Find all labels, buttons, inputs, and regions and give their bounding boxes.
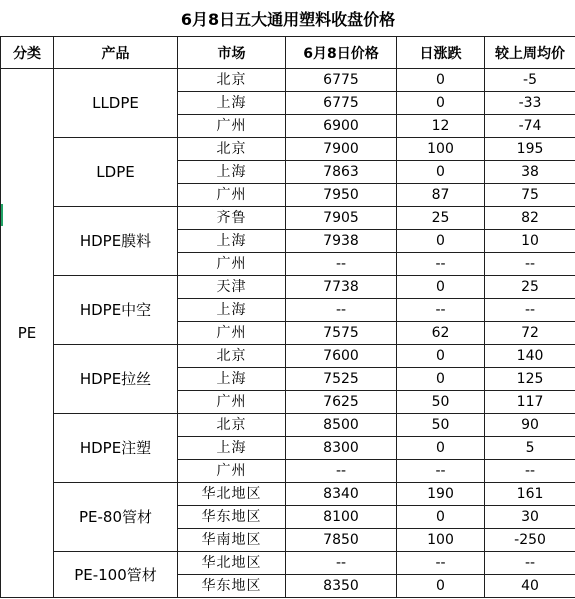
product-cell[interactable]: PE-100管材 (54, 552, 178, 598)
change-cell[interactable]: 0 (397, 92, 485, 115)
product-cell[interactable]: HDPE拉丝 (54, 345, 178, 414)
change-cell[interactable]: 0 (397, 276, 485, 299)
change-cell[interactable]: 0 (397, 575, 485, 598)
price-cell[interactable]: -- (286, 253, 397, 276)
vs-week-cell[interactable]: 75 (485, 184, 575, 207)
vs-week-cell[interactable]: -250 (485, 529, 575, 552)
title-row (1, 0, 575, 37)
change-cell[interactable]: 0 (397, 230, 485, 253)
header-vs-last-week[interactable]: 较上周均价 (485, 37, 575, 69)
price-cell[interactable]: 7900 (286, 138, 397, 161)
vs-week-cell[interactable]: 72 (485, 322, 575, 345)
market-cell[interactable]: 上海 (178, 161, 286, 184)
price-cell[interactable]: -- (286, 460, 397, 483)
price-cell[interactable]: 7525 (286, 368, 397, 391)
market-cell[interactable]: 北京 (178, 345, 286, 368)
vs-week-cell[interactable]: 25 (485, 276, 575, 299)
vs-week-cell[interactable]: 161 (485, 483, 575, 506)
table-row (1, 207, 575, 230)
market-cell[interactable]: 华东地区 (178, 506, 286, 529)
market-cell[interactable]: 华东地区 (178, 575, 286, 598)
table-row (1, 552, 575, 575)
price-cell[interactable]: 7738 (286, 276, 397, 299)
price-cell[interactable]: 7938 (286, 230, 397, 253)
market-cell[interactable]: 北京 (178, 414, 286, 437)
vs-week-cell[interactable]: 125 (485, 368, 575, 391)
change-cell[interactable]: 0 (397, 345, 485, 368)
market-cell[interactable]: 广州 (178, 322, 286, 345)
vs-week-cell[interactable]: 38 (485, 161, 575, 184)
table-row (1, 345, 575, 368)
change-cell[interactable]: -- (397, 460, 485, 483)
market-cell[interactable]: 上海 (178, 230, 286, 253)
vs-week-cell[interactable]: -- (485, 253, 575, 276)
change-cell[interactable]: 12 (397, 115, 485, 138)
price-cell[interactable]: 7863 (286, 161, 397, 184)
header-market[interactable]: 市场 (178, 37, 286, 69)
vs-week-cell[interactable]: 5 (485, 437, 575, 460)
price-cell[interactable]: 7905 (286, 207, 397, 230)
vs-week-cell[interactable]: 30 (485, 506, 575, 529)
product-cell[interactable]: LLDPE (54, 69, 178, 138)
product-cell[interactable]: PE-80管材 (54, 483, 178, 552)
vs-week-cell[interactable]: 195 (485, 138, 575, 161)
market-cell[interactable]: 上海 (178, 299, 286, 322)
price-cell[interactable]: 7625 (286, 391, 397, 414)
price-cell[interactable]: 8350 (286, 575, 397, 598)
product-cell[interactable]: LDPE (54, 138, 178, 207)
vs-week-cell[interactable]: 90 (485, 414, 575, 437)
price-cell[interactable]: 8300 (286, 437, 397, 460)
market-cell[interactable]: 广州 (178, 460, 286, 483)
market-cell[interactable]: 上海 (178, 437, 286, 460)
market-cell[interactable]: 广州 (178, 115, 286, 138)
price-cell[interactable]: 7850 (286, 529, 397, 552)
vs-week-cell[interactable]: -- (485, 552, 575, 575)
change-cell[interactable]: 0 (397, 161, 485, 184)
price-cell[interactable]: -- (286, 299, 397, 322)
market-cell[interactable]: 北京 (178, 69, 286, 92)
price-cell[interactable]: 6775 (286, 92, 397, 115)
product-cell[interactable]: HDPE膜料 (54, 207, 178, 276)
table-row (1, 138, 575, 161)
category-cell[interactable]: PE (1, 69, 54, 598)
vs-week-cell[interactable]: -74 (485, 115, 575, 138)
vs-week-cell[interactable]: 82 (485, 207, 575, 230)
product-cell[interactable]: HDPE中空 (54, 276, 178, 345)
vs-week-cell[interactable]: 140 (485, 345, 575, 368)
market-cell[interactable]: 天津 (178, 276, 286, 299)
table-row (1, 276, 575, 299)
vs-week-cell[interactable]: -- (485, 299, 575, 322)
table-row (1, 483, 575, 506)
price-cell[interactable]: 8100 (286, 506, 397, 529)
vs-week-cell[interactable]: 40 (485, 575, 575, 598)
header-daily-change[interactable]: 日涨跌 (397, 37, 485, 69)
price-cell[interactable]: -- (286, 552, 397, 575)
price-cell[interactable]: 7600 (286, 345, 397, 368)
change-cell[interactable]: 87 (397, 184, 485, 207)
change-cell[interactable]: -- (397, 552, 485, 575)
change-cell[interactable]: 0 (397, 506, 485, 529)
change-cell[interactable]: -- (397, 299, 485, 322)
price-cell[interactable]: 7950 (286, 184, 397, 207)
change-cell[interactable]: 50 (397, 414, 485, 437)
vs-week-cell[interactable]: 117 (485, 391, 575, 414)
price-cell[interactable]: 7575 (286, 322, 397, 345)
market-cell[interactable]: 北京 (178, 138, 286, 161)
change-cell[interactable]: -- (397, 253, 485, 276)
market-cell[interactable]: 上海 (178, 92, 286, 115)
change-cell[interactable]: 190 (397, 483, 485, 506)
market-cell[interactable]: 广州 (178, 253, 286, 276)
price-cell[interactable]: 8500 (286, 414, 397, 437)
header-price[interactable]: 6月8日价格 (286, 37, 397, 69)
change-cell[interactable]: 0 (397, 69, 485, 92)
vs-week-cell[interactable]: 10 (485, 230, 575, 253)
change-cell[interactable]: 0 (397, 437, 485, 460)
change-cell[interactable]: 62 (397, 322, 485, 345)
header-product[interactable]: 产品 (54, 37, 178, 69)
vs-week-cell[interactable]: -- (485, 460, 575, 483)
market-cell[interactable]: 广州 (178, 391, 286, 414)
product-cell[interactable]: HDPE注塑 (54, 414, 178, 483)
price-cell[interactable]: 6775 (286, 69, 397, 92)
market-cell[interactable]: 华南地区 (178, 529, 286, 552)
market-cell[interactable]: 华北地区 (178, 483, 286, 506)
table-row (1, 414, 575, 437)
change-cell[interactable]: 25 (397, 207, 485, 230)
table-title[interactable]: 6月8日五大通用塑料收盘价格 (1, 0, 575, 37)
header-category[interactable]: 分类 (1, 37, 54, 69)
vs-week-cell[interactable]: -5 (485, 69, 575, 92)
market-cell[interactable]: 广州 (178, 184, 286, 207)
change-cell[interactable]: 50 (397, 391, 485, 414)
change-cell[interactable]: 100 (397, 529, 485, 552)
change-cell[interactable]: 100 (397, 138, 485, 161)
header-row (1, 37, 575, 69)
market-cell[interactable]: 华北地区 (178, 552, 286, 575)
price-cell[interactable]: 6900 (286, 115, 397, 138)
price-cell[interactable]: 8340 (286, 483, 397, 506)
change-cell[interactable]: 0 (397, 368, 485, 391)
market-cell[interactable]: 齐鲁 (178, 207, 286, 230)
market-cell[interactable]: 上海 (178, 368, 286, 391)
table-row (1, 69, 575, 92)
vs-week-cell[interactable]: -33 (485, 92, 575, 115)
